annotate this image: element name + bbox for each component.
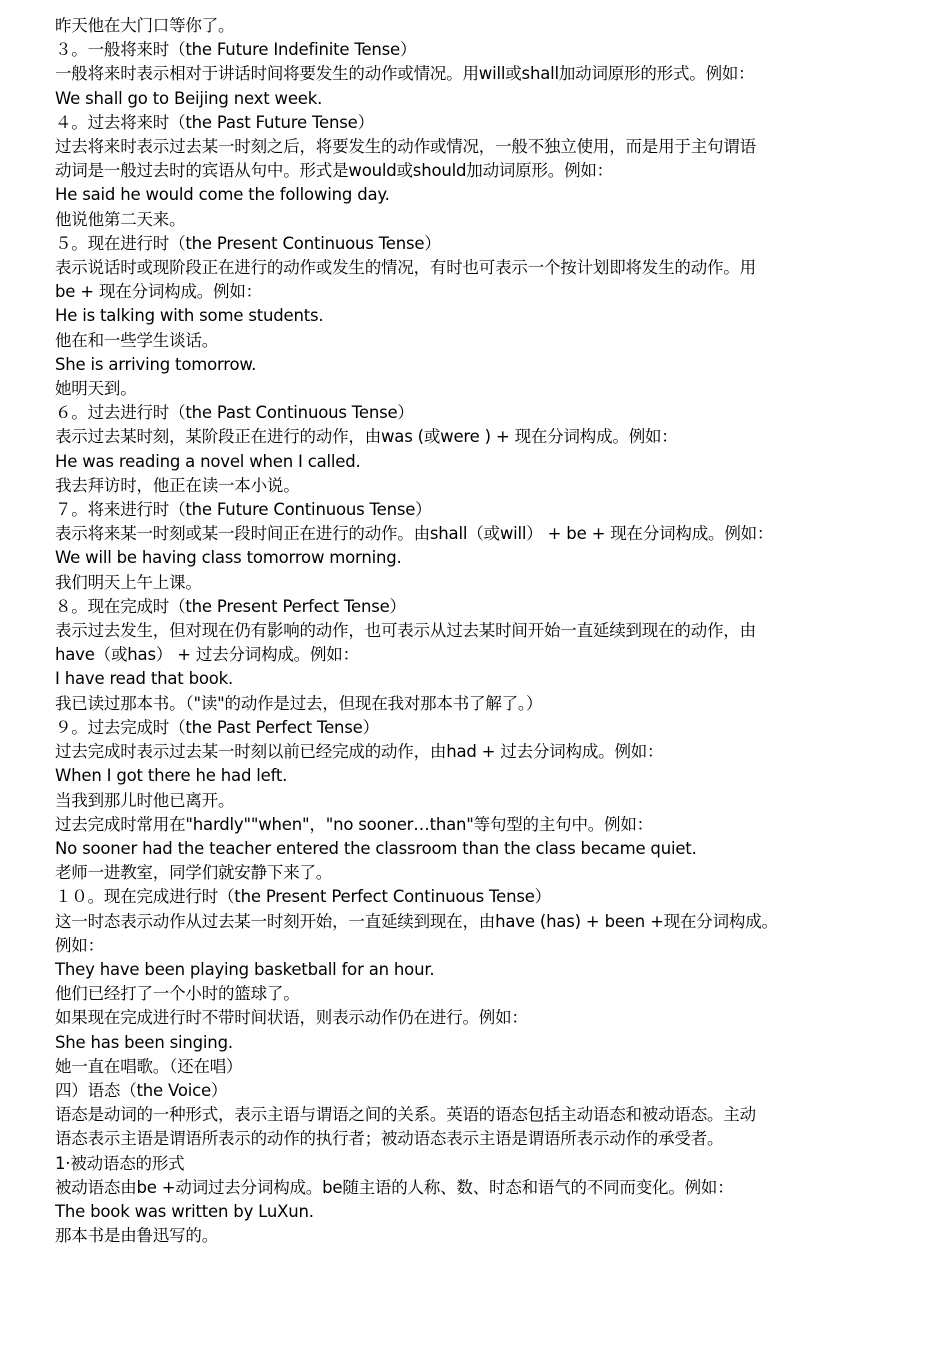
text-line: 过去完成时表示过去某一时刻以前已经完成的动作，由had + 过去分词构成。例如： — [55, 742, 664, 762]
text-line: 我们明天上午上课。 — [55, 572, 202, 592]
text-line: ８。现在完成时（the Present Perfect Tense） — [55, 596, 406, 616]
text-line: ３。一般将来时（the Future Indefinite Tense） — [55, 40, 417, 60]
text-line: They have been playing basketball for an hour. — [55, 959, 435, 979]
text-line: 表示说话时或现阶段正在进行的动作或发生的情况，有时也可表示一个按计划即将发生的动作。用 — [55, 258, 756, 278]
text-line: 1·被动语态的形式 — [55, 1153, 185, 1173]
text-line: ５。现在进行时（the Present Continuous Tense） — [55, 233, 441, 253]
text-line: She is arriving tomorrow. — [55, 354, 257, 374]
text-line: 表示将来某一时刻或某一段时间正在进行的动作。由shall（或will） + be + 现在分词构成。例如： — [55, 524, 774, 544]
text-line: He was reading a novel when I called. — [55, 451, 361, 471]
text-line: The book was written by LuXun. — [55, 1201, 314, 1221]
text-line: 她明天到。 — [55, 379, 137, 399]
text-line: ４。过去将来时（the Past Future Tense） — [55, 112, 374, 132]
text-line: ６。过去进行时（the Past Continuous Tense） — [55, 403, 414, 423]
text-line: 这一时态表示动作从过去某一时刻开始，一直延续到现在，由have (has) + been +现在分词构成。 — [55, 911, 778, 931]
text-line: 动词是一般过去时的宾语从句中。形式是would或should加动词原形。例如： — [55, 161, 613, 181]
text-line: He is talking with some students. — [55, 306, 324, 326]
text-line: 一般将来时表示相对于讲话时间将要发生的动作或情况。用will或shall加动词原形的形式。例如： — [55, 64, 755, 84]
text-line: 当我到那儿时他已离开。 — [55, 790, 235, 810]
text-line: 如果现在完成进行时不带时间状语，则表示动作仍在进行。例如： — [55, 1008, 528, 1028]
text-line: She has been singing. — [55, 1032, 233, 1052]
text-line: 他在和一些学生谈话。 — [55, 330, 219, 350]
text-line: 语态表示主语是谓语所表示的动作的执行者；被动语态表示主语是谓语所表示动作的承受者。 — [55, 1129, 724, 1149]
text-line: We shall go to Beijing next week. — [55, 88, 323, 108]
text-line: 过去完成时常用在"hardly""when"，"no sooner…than"等句型的主句中。例如： — [55, 814, 653, 834]
text-line: 四）语态（the Voice） — [55, 1080, 228, 1100]
text-line: 他说他第二天来。 — [55, 209, 186, 229]
text-line: ７。将来进行时（the Future Continuous Tense） — [55, 500, 432, 520]
text-line: I have read that book. — [55, 669, 234, 689]
text-line: 例如： — [55, 935, 104, 955]
text-line: 语态是动词的一种形式，表示主语与谓语之间的关系。英语的语态包括主动语态和被动语态。主动 — [55, 1105, 756, 1125]
text-line: be + 现在分词构成。例如： — [55, 282, 262, 302]
text-line: have（或has） + 过去分词构成。例如： — [55, 645, 359, 665]
text-line: We will be having class tomorrow morning. — [55, 548, 402, 568]
text-line: 被动语态由be +动词过去分词构成。be随主语的人称、数、时态和语气的不同而变化。例如： — [55, 1177, 734, 1197]
text-line: 他们已经打了一个小时的篮球了。 — [55, 984, 300, 1004]
text-line: 表示过去某时刻，某阶段正在进行的动作，由was (或were ) + 现在分词构成。例如： — [55, 427, 678, 447]
text-line: １０。现在完成进行时（the Present Perfect Continuous Tense） — [55, 887, 551, 907]
text-line: 过去将来时表示过去某一时刻之后，将要发生的动作或情况，一般不独立使用，而是用于主句谓语 — [55, 137, 756, 157]
text-line: 昨天他在大门口等你了。 — [55, 16, 235, 35]
text-line: 表示过去发生，但对现在仍有影响的动作，也可表示从过去某时间开始一直延续到现在的动作，由 — [55, 621, 756, 641]
text-line: He said he would come the following day. — [55, 185, 390, 205]
text-line: No sooner had the teacher entered the classroom than the class became quiet. — [55, 838, 697, 858]
text-line: 那本书是由鲁迅写的。 — [55, 1226, 219, 1246]
document-page — [55, 14, 895, 1248]
text-line: When I got there he had left. — [55, 766, 288, 786]
text-line: 老师一进教室，同学们就安静下来了。 — [55, 863, 333, 883]
text-line: 我已读过那本书。（"读"的动作是过去，但现在我对那本书了解了。） — [55, 693, 543, 713]
text-line: 她一直在唱歌。（还在唱） — [55, 1056, 243, 1076]
text-line: ９。过去完成时（the Past Perfect Tense） — [55, 717, 379, 737]
text-line: 我去拜访时，他正在读一本小说。 — [55, 475, 300, 495]
